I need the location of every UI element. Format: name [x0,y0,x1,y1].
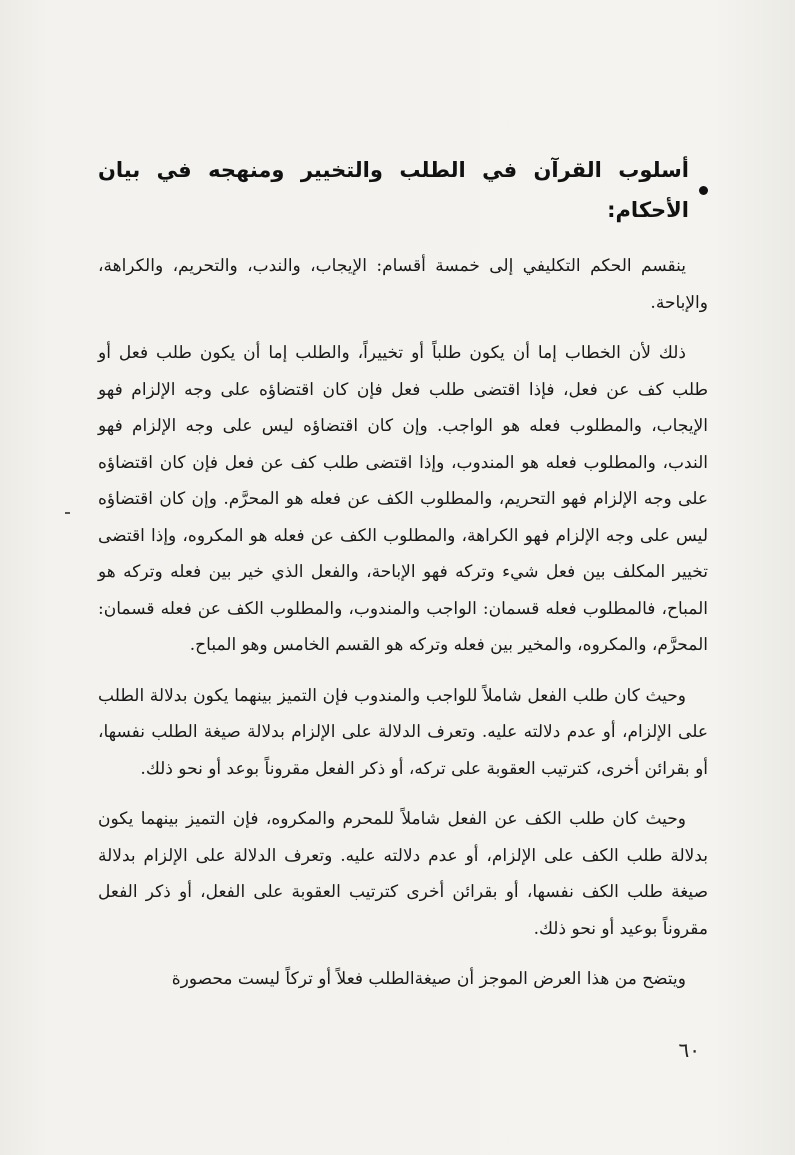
paragraph: ينقسم الحكم التكليفي إلى خمسة أقسام: الإيجاب، والندب، والتحريم، والكراهة، والإباحة. [98,256,708,313]
paragraph: ذلك لأن الخطاب إما أن يكون طلباً أو تخييراً، والطلب إما أن يكون طلب فعل أو طلب كف عن فعل، فإذا اقتضى طلب فعل فإن كان اقتضاؤه على وجه الإلزام فهو الإيجاب، والمطلوب فعله هو الواجب. وإن كان اقتضاؤه ليس على وجه الإلزام فهو الندب، والمطلوب فعله هو المندوب، وإذا اقتضى طلب كف عن فعل فإن كان اقتضاؤه على وجه الإلزام فهو التحريم، والمطلوب الكف عن فعله هو المحرَّم. وإن كان اقتضاؤه ليس على وجه الإلزام فهو الكراهة، والمطلوب الكف عن فعله هو المكروه، وإذا اقتضى تخيير المكلف بين فعل شيء وتركه فهو الإباحة، والفعل الذي خير بين فعله وتركه هو المباح، فالمطلوب فعله قسمان: الواجب والمندوب، والمطلوب الكف عن فعله قسمان: المحرَّم، والمكروه، والمخير بين فعله وتركه هو القسم الخامس وهو المباح. [98,343,708,655]
page-number: ٦٠ [678,1038,700,1062]
paragraph: ويتضح من هذا العرض الموجز أن صيغةالطلب فعلاً أو تركاً ليست محصورة [171,969,686,989]
page-content [98,150,708,1012]
paragraph: وحيث كان طلب الفعل شاملاً للواجب والمندوب فإن التميز بينهما يكون بدلالة الطلب على الإلزام، أو عدم دلالته عليه. وتعرف الدلالة على الإلزام بدلالة صيغة الطلب نفسها، أو بقرائن أخرى، كترتيب العقوبة على تركه، أو ذكر الفعل مقروناً بوعد أو نحو ذلك. [98,685,708,779]
section-heading-text: أسلوب القرآن في الطلب والتخيير ومنهجه في بيان الأحكام: [98,158,689,222]
bullet-icon [699,186,708,195]
margin-mark [65,512,70,514]
section-heading [98,150,708,230]
paragraph: وحيث كان طلب الكف عن الفعل شاملاً للمحرم والمكروه، فإن التميز بينهما يكون بدلالة طلب الكف على الإلزام، أو عدم دلالته عليه. وتعرف الدلالة على الإلزام بدلالة صيغة طلب الكف نفسها، أو بقرائن أخرى كترتيب العقوبة على الفعل، أو ذكر الفعل مقروناً بوعيد أو نحو ذلك. [98,809,708,939]
